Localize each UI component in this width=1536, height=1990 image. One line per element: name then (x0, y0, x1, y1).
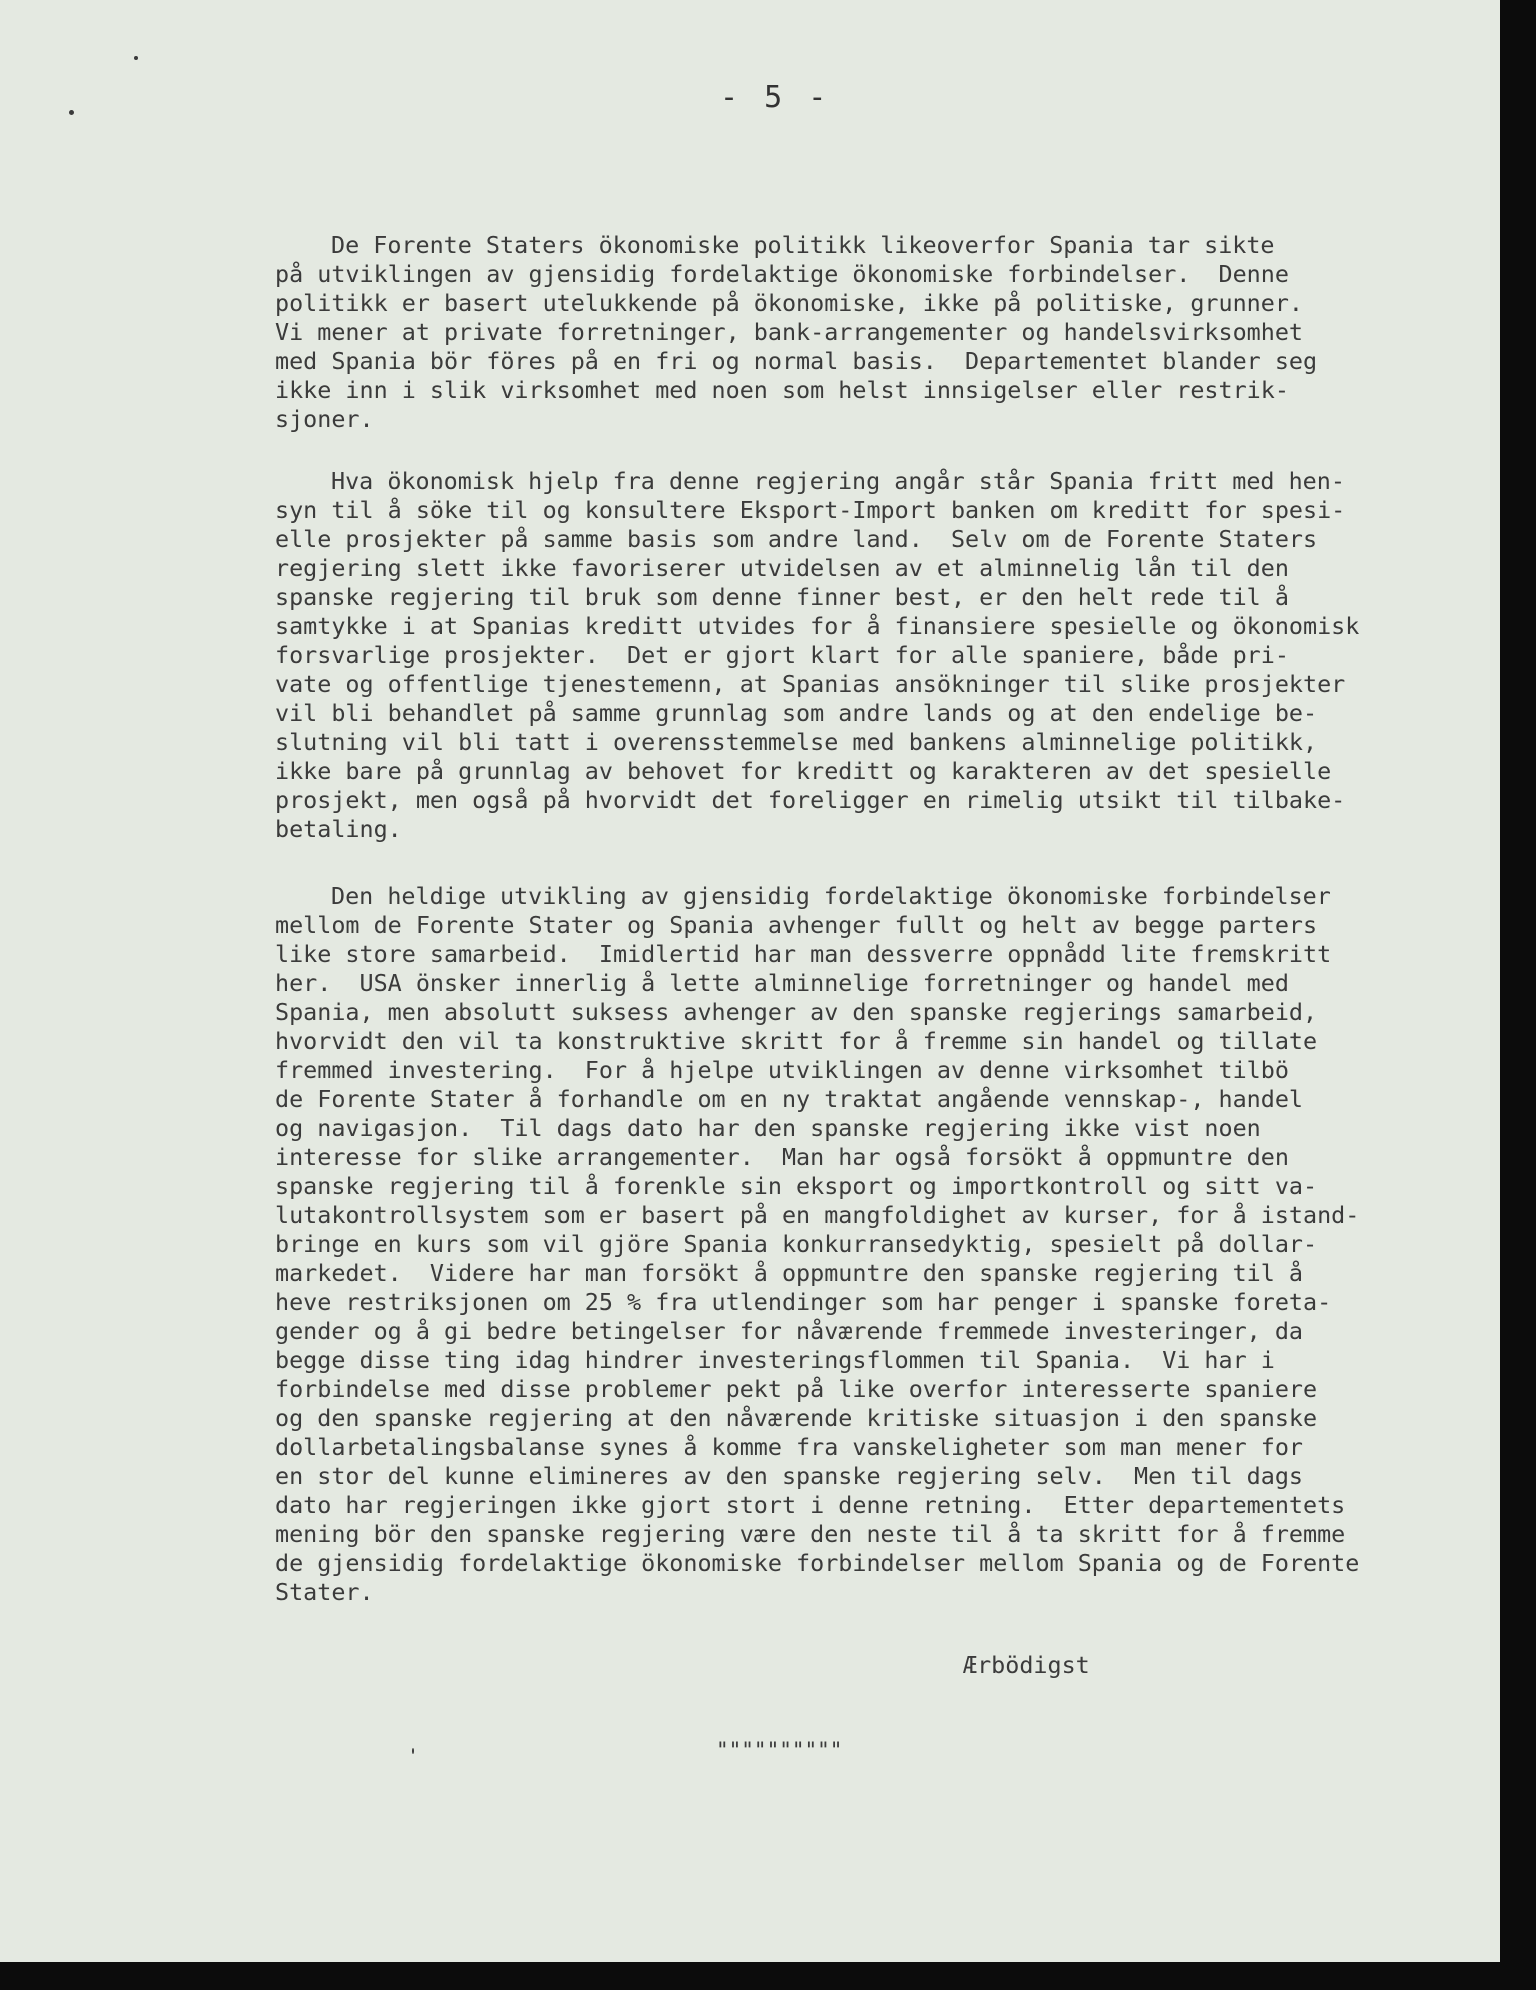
ink-speck (134, 56, 138, 60)
ink-speck (412, 1748, 414, 1754)
text-line: dato har regjeringen ikke gjort stort i denne retning. Etter departementets (275, 1491, 1346, 1519)
text-line: dollarbetalingsbalanse synes å komme fra vanskeligheter som man mener for (275, 1433, 1304, 1461)
text-line: gender og å gi bedre betingelser for nåværende fremmede investeringer, da (275, 1317, 1304, 1345)
text-line: Den heldige utvikling av gjensidig fordelaktige ökonomiske forbindelser (331, 882, 1331, 910)
text-line: forsvarlige prosjekter. Det er gjort klart for alle spaniere, både pri- (275, 641, 1289, 669)
text-line: og navigasjon. Til dags dato har den spanske regjering ikke vist noen (275, 1114, 1261, 1142)
text-line: vil bli behandlet på samme grunnlag som andre lands og at den endelige be- (275, 699, 1318, 727)
text-line: her. USA önsker innerlig å lette alminnelige forretninger og handel med (275, 969, 1289, 997)
ink-speck (69, 110, 74, 115)
text-line: prosjekt, men også på hvorvidt det foreligger en rimelig utsikt til tilbake- (275, 786, 1346, 814)
text-line: betaling. (275, 815, 402, 843)
text-line: lutakontrollsystem som er basert på en mangfoldighet av kurser, for å istand- (275, 1201, 1360, 1229)
text-line: Hva ökonomisk hjelp fra denne regjering angår står Spania fritt med hen- (331, 467, 1345, 495)
text-line: og den spanske regjering at den nåværende kritiske situasjon i den spanske (275, 1404, 1318, 1432)
text-line: de gjensidig fordelaktige ökonomiske forbindelser mellom Spania og de Forente (275, 1549, 1360, 1577)
text-line: Spania, men absolutt suksess avhenger av den spanske regjerings samarbeid, (275, 998, 1318, 1026)
text-line: elle prosjekter på samme basis som andre land. Selv om de Forente Staters (275, 525, 1318, 553)
text-line: på utviklingen av gjensidig fordelaktige ökonomiske forbindelser. Denne (275, 260, 1289, 288)
text-line: politikk er basert utelukkende på ökonomiske, ikke på politiske, grunner. (275, 289, 1304, 317)
text-line: fremmed investering. For å hjelpe utviklingen av denne virksomhet tilbö (275, 1056, 1289, 1084)
text-line: slutning vil bli tatt i overensstemmelse med bankens alminnelige politikk, (275, 728, 1318, 756)
text-line: vate og offentlige tjenestemenn, at Spanias ansökninger til slike prosjekter (275, 670, 1346, 698)
closing-signature: Ærbödigst (963, 1651, 1090, 1679)
text-line: spanske regjering til å forenkle sin eksport og importkontroll og sitt va- (275, 1172, 1318, 1200)
text-line: sjoner. (275, 405, 374, 433)
text-line: mening bör den spanske regjering være den neste til å ta skritt for å fremme (275, 1520, 1346, 1548)
text-line: ikke bare på grunnlag av behovet for kreditt og karakteren av det spesielle (275, 757, 1332, 785)
end-mark: """""""""" (716, 1738, 843, 1762)
text-line: ikke inn i slik virksomhet med noen som helst innsigelser eller restrik- (275, 376, 1289, 404)
text-line: en stor del kunne elimineres av den spanske regjering selv. Men til dags (275, 1462, 1304, 1490)
text-line: begge disse ting idag hindrer investeringsflommen til Spania. Vi har i (275, 1346, 1275, 1374)
text-line: samtykke i at Spanias kreditt utvides for å finansiere spesielle og ökonomisk (275, 612, 1360, 640)
page-number: - 5 - (720, 80, 831, 115)
text-line: De Forente Staters ökonomiske politikk likeoverfor Spania tar sikte (331, 231, 1275, 259)
text-line: syn til å söke til og konsultere Eksport-Import banken om kreditt for spesi- (275, 496, 1346, 524)
text-line: bringe en kurs som vil gjöre Spania konkurransedyktig, spesielt på dollar- (275, 1230, 1318, 1258)
text-line: de Forente Stater å forhandle om en ny traktat angående vennskap-, handel (275, 1085, 1304, 1113)
text-line: med Spania bör föres på en fri og normal basis. Departementet blander seg (275, 347, 1318, 375)
text-line: like store samarbeid. Imidlertid har man dessverre oppnådd lite fremskritt (275, 940, 1332, 968)
text-line: markedet. Videre har man forsökt å oppmuntre den spanske regjering til å (275, 1259, 1304, 1287)
text-line: interesse for slike arrangementer. Man har også forsökt å oppmuntre den (275, 1143, 1289, 1171)
text-line: hvorvidt den vil ta konstruktive skritt for å fremme sin handel og tillate (275, 1027, 1318, 1055)
text-line: heve restriksjonen om 25 % fra utlendinger som har penger i spanske foreta- (275, 1288, 1332, 1316)
text-line: spanske regjering til bruk som denne finner best, er den helt rede til å (275, 583, 1289, 611)
text-line: Stater. (275, 1578, 374, 1606)
text-line: regjering slett ikke favoriserer utvidelsen av et alminnelig lån til den (275, 554, 1289, 582)
text-line: forbindelse med disse problemer pekt på like overfor interesserte spaniere (275, 1375, 1318, 1403)
text-line: Vi mener at private forretninger, bank-arrangementer og handelsvirksomhet (275, 318, 1304, 346)
text-line: mellom de Forente Stater og Spania avhenger fullt og helt av begge parters (275, 911, 1318, 939)
